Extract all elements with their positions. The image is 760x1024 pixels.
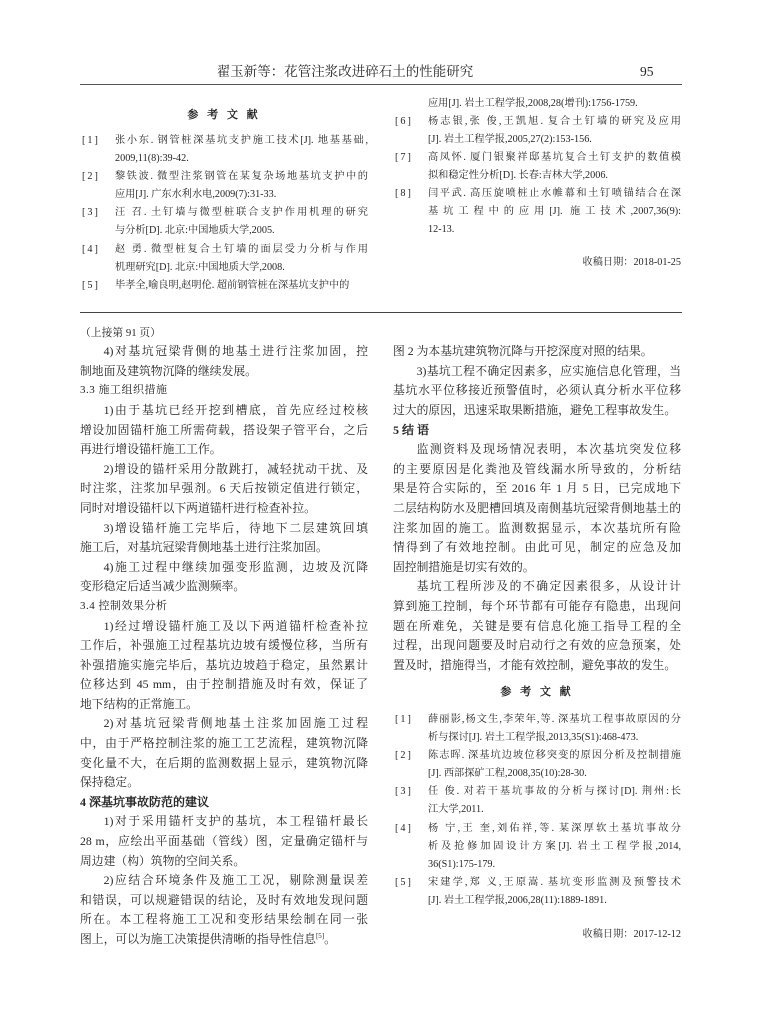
body-column-left [80, 342, 368, 949]
text-line: 所在。本工程将施工工况和变形结果绘制在同一张 [80, 912, 368, 927]
reference-label: [3] [395, 786, 413, 798]
paragraph [393, 440, 681, 577]
reference-line: 应用[J]. 广东水利水电,2009(7):31-33. [115, 189, 277, 201]
text-line: 3)增设锚杆施工完毕后，待地下二层建筑回填 [103, 520, 368, 535]
text-line: 监测资料及现场情况表明，本次基坑突发位移 [416, 442, 681, 457]
text-line: 保持稳定。 [80, 775, 139, 790]
paragraph [393, 577, 681, 675]
reference-line: 析及抢修加固设计方案[J]. 岩土工程学报,2014, [428, 840, 681, 852]
text-line: 2)增设的锚杆采用分散跳打，减轻扰动干扰、及 [103, 461, 368, 476]
text-line: 28 m，应绘出平面基础（管线）图，定量确定锚杆与 [80, 834, 368, 849]
text-line: 变形稳定后适当减少监测频率。 [80, 579, 246, 594]
reference-item [393, 747, 681, 783]
paragraph [393, 342, 681, 362]
text-line: 基坑工程所涉及的不确定因素很多，从设计计 [416, 579, 681, 594]
reference-item [393, 113, 681, 149]
subsection-heading: 3.3 施工组织措施 [80, 384, 168, 397]
reference-label: [5] [395, 876, 413, 888]
text-line: 周边建（构）筑物的空间关系。 [80, 853, 246, 868]
paragraph [80, 342, 368, 381]
text-line: 中，由于严格控制注浆的施工工艺流程，建筑物沉降 [80, 736, 368, 751]
reference-line: [J]. 岩土工程学报,2005,27(2):153-156. [428, 133, 592, 145]
page-number: 95 [640, 64, 654, 79]
citation-superscript: [5] [315, 932, 325, 940]
text-line: 3)基坑工程不确定因素多，应实施信息化管理，当 [416, 363, 681, 378]
text-line: 1)对于采用锚杆支护的基坑，本工程锚杆最长 [103, 814, 368, 829]
reference-item [80, 132, 368, 168]
reference-item [393, 783, 681, 819]
line-tail: 。 [324, 932, 336, 946]
continued-from-note: （上接第 91 页） [80, 327, 161, 339]
reference-label: [5] [82, 279, 100, 291]
text-line: 基坑水平位移接近预警值时，必须认真分析水平位移 [393, 383, 681, 398]
reference-list-top-left [80, 132, 368, 295]
text-line: 增设加固锚杆施工所需荷载，搭设架子管平台，之后 [80, 422, 368, 437]
reference-label: [2] [82, 171, 100, 183]
text-line: 4)施工过程中继续加强变形监测，边坡及沉降 [103, 559, 368, 574]
reference-item [393, 149, 681, 185]
reference-line: 应用[J]. 岩土工程学报,2008,28(增刊):1756-1759. [428, 97, 638, 109]
text-line: 工作后，补强施工过程基坑边坡有缓慢位移，当所有 [80, 638, 368, 653]
reference-item [80, 277, 368, 295]
reference-line: 张小东. 钢管桩深基坑支护施工技术[J]. 地基基础, [115, 135, 368, 146]
reference-list-top-right [393, 95, 681, 240]
paragraph [80, 558, 368, 597]
reference-line: 高凤怀. 厦门银聚祥邸基坑复合土钉支护的数值模 [428, 151, 681, 163]
text-line: 果是符合实际的，至 2016 年 1 月 5 日，已完成地下 [393, 481, 681, 496]
text-line: 的主要原因是化粪池及管线漏水所导致的，分析结 [393, 461, 681, 476]
reference-line: 杨志银,张 俊,王凯旭. 复合土钉墙的研究及应用 [428, 115, 681, 127]
paragraph [80, 871, 368, 949]
reference-label: [7] [395, 151, 413, 163]
paragraph [393, 362, 681, 421]
reference-item [393, 185, 681, 239]
text-line: 固控制措施是切实有效的。 [393, 559, 535, 574]
text-line: 1)由于基坑已经开挖到槽底，首先应经过校核 [103, 402, 368, 417]
received-date: 收稿日期：2017-12-12 [582, 929, 681, 940]
reference-line: 毕孝全,喻良明,赵明伦. 超前钢管桩在深基坑支护中的 [115, 279, 350, 291]
section-heading: 4 深基坑事故防范的建议 [80, 794, 210, 809]
reference-item [393, 711, 681, 747]
text-line: 二层结构防水及肥槽回填及南侧基坑冠梁背侧地基土的 [393, 500, 681, 515]
running-header-title: 翟玉新等：花管注浆改进碎石土的性能研究 [216, 64, 474, 79]
reference-label: [1] [395, 714, 413, 725]
reference-line: [J]. 岩土工程学报,2006,28(11):1889-1891. [428, 894, 607, 906]
article-separator-rule [80, 312, 682, 313]
text-line: 图 2 为本基坑建筑物沉降与开挖深度对照的结果。 [393, 344, 653, 359]
paragraph [80, 812, 368, 871]
paragraph [80, 401, 368, 460]
reference-line: 任 俊. 对若干基坑事故的分析与探讨[D]. 荆州:长 [428, 786, 681, 798]
reference-line: 2009,11(8):39-42. [115, 153, 189, 165]
text-line: 情得到了有效地控制。由此可见，制定的应急及加 [393, 540, 681, 555]
text-line: 注浆加固的施工。监测数据显示，本次基坑所有险 [393, 520, 681, 535]
paragraph [80, 460, 368, 519]
text-line: 题在所难免，关键是要有信息化施工指导工程的全 [393, 618, 681, 633]
reference-label: [2] [395, 750, 413, 762]
text-line [80, 930, 368, 950]
text-line: 补强措施实施完毕后，基坑边坡趋于稳定，虽然累计 [80, 657, 368, 672]
paragraph [80, 519, 368, 558]
reference-line: 析与探讨[J]. 岩土工程学报,2013,35(S1):468-473. [428, 732, 639, 744]
reference-label: [4] [395, 822, 413, 834]
reference-item [393, 820, 681, 874]
reference-label: [1] [82, 135, 100, 146]
reference-line: 基坑工程中的应用[J]. 施工技术,2007,36(9): [428, 206, 681, 218]
section-heading: 5 结 语 [393, 422, 430, 437]
received-date: 收稿日期：2018-01-25 [582, 257, 681, 268]
text-line: 地下结构的正常施工。 [80, 696, 198, 711]
reference-label: [8] [395, 187, 413, 199]
reference-line: 杨 宁,王 奎,刘佑祥,等. 某深厚软土基坑事故分 [428, 822, 681, 834]
header-rule [80, 84, 682, 85]
line-text: 图上，可以为施工决策提供清晰的指导性信息 [80, 932, 316, 946]
reference-line: 闫平武. 高压旋喷桩止水帷幕和土钉喷锚结合在深 [428, 187, 681, 199]
text-line: 算到施工控制，每个环节都有可能存有隐患，出现问 [393, 598, 681, 613]
reference-line: 汪 召. 土钉墙与微型桩联合支护作用机理的研究 [115, 207, 368, 219]
text-line: 制地面及建筑物沉降的继续发展。 [80, 363, 257, 378]
text-line: 2)对基坑冠梁背侧地基土注浆加固施工过程 [103, 716, 368, 731]
reference-line: 宋建学,郑 义,王原嵩. 基坑变形监测及预警技术 [428, 876, 681, 888]
reference-label: [6] [395, 115, 413, 127]
references-heading: 参 考 文 献 [500, 686, 574, 698]
paragraph [80, 617, 368, 715]
reference-label: [3] [82, 207, 100, 219]
text-line: 再进行增设锚杆施工工作。 [80, 442, 222, 457]
reference-line: 黎铁波. 微型注浆钢管在某复杂场地基坑支护中的 [115, 171, 368, 183]
reference-line: 与分析[D]. 北京:中国地质大学,2005. [115, 225, 275, 237]
reference-item [393, 95, 681, 113]
reference-item [80, 168, 368, 204]
reference-item [80, 241, 368, 277]
reference-line: 赵 勇. 微型桩复合土钉墙的面层受力分析与作用 [115, 243, 368, 255]
subsection-heading: 3.4 控制效果分析 [80, 599, 168, 612]
text-line: 过大的原因，迅速采取果断措施，避免工程事故发生。 [393, 402, 677, 417]
reference-line: 36(S1):175-179. [428, 858, 496, 870]
reference-item [80, 204, 368, 240]
reference-line: 薛丽影,杨文生,李荣年,等. 深基坑工程事故原因的分 [428, 714, 681, 725]
reference-line: 12-13. [428, 224, 455, 236]
text-line: 施工后，对基坑冠梁背侧地基土进行注浆加固。 [80, 540, 328, 555]
text-line: 1)经过增设锚杆施工及以下两道锚杆检查补拉 [103, 618, 368, 633]
reference-list-bottom [393, 711, 681, 910]
reference-line: 陈志晖. 深基坑边坡位移突变的原因分析及控制措施 [428, 750, 681, 762]
text-line: 和错误，可以规避错误的结论，及时有效地发现问题 [80, 892, 368, 907]
paragraph [80, 714, 368, 792]
text-line: 位移达到 45 mm，由于控制措施及时有效，保证了 [80, 677, 368, 692]
reference-item [393, 874, 681, 910]
reference-line: 机理研究[D]. 北京:中国地质大学,2008. [115, 261, 285, 273]
text-line: 4)对基坑冠梁背侧的地基土进行注浆加固，控 [103, 344, 368, 359]
text-line: 变化量不大，在后期的监测数据上显示，建筑物沉降 [80, 755, 368, 770]
reference-line: [J]. 西部探矿工程,2008,35(10):28-30. [428, 768, 587, 780]
references-heading: 参 考 文 献 [187, 109, 261, 121]
text-line: 2)应结合环境条件及施工工况，剔除测量误差 [103, 873, 368, 888]
reference-line: 江大学,2011. [428, 804, 484, 816]
text-line: 时注浆，注浆加早强剂。6 天后按锁定值进行锁定， [80, 481, 368, 496]
reference-label: [4] [82, 243, 100, 255]
text-line: 同时对增设锚杆以下两道锚杆进行检查补拉。 [80, 500, 316, 515]
reference-line: 拟和稳定性分析[D]. 长春:吉林大学,2006. [428, 169, 608, 181]
text-line: 过程，出现问题要及时启动行之有效的应急预案，处 [393, 638, 681, 653]
body-column-right [393, 342, 681, 675]
text-line: 置及时，措施得当，才能有效控制，避免事故的发生。 [393, 657, 677, 672]
